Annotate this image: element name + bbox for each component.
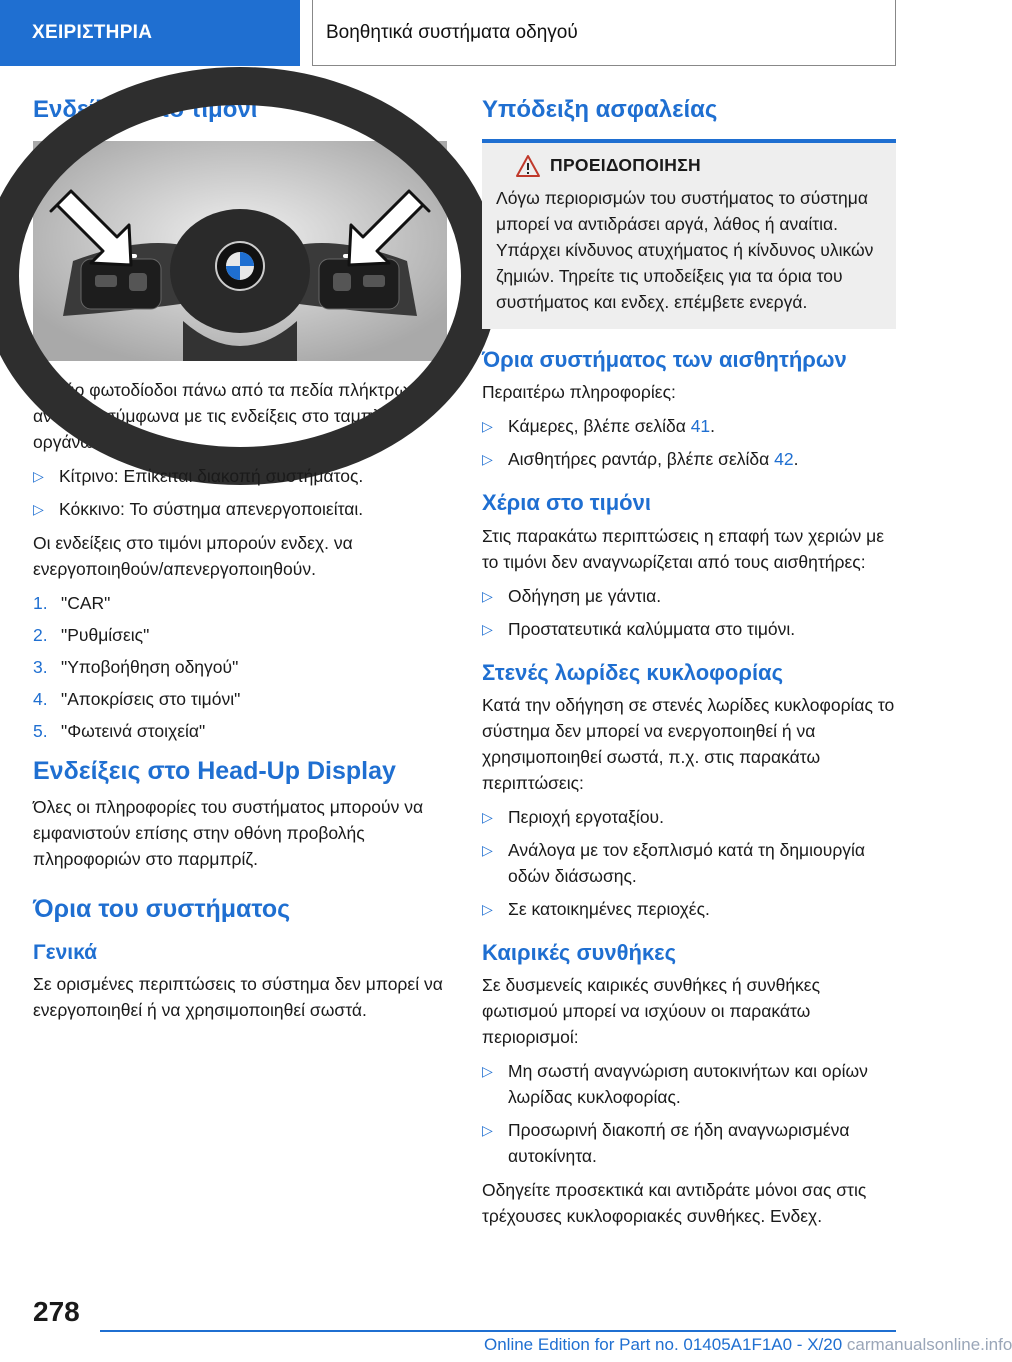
list-item (482, 446, 896, 472)
lanes-list (482, 804, 896, 922)
step-text: "Ρυθμίσεις" (61, 624, 150, 645)
step-text: "Υποβοήθηση οδηγού" (61, 656, 239, 677)
chapter-title: Βοηθητικά συστήματα οδηγού (312, 0, 896, 66)
weather-paragraph: Σε δυσμενείς καιρικές συνθήκες ή συνθήκες φωτισμού μπορεί να ισχύουν οι παρακάτω περιορισμοί: (482, 975, 821, 1048)
sensors-list (482, 413, 896, 472)
list-item (482, 413, 896, 439)
heading-narrow-lanes: Στενές λωρίδες κυκλοφορίας (482, 659, 784, 685)
heading-system-limits: Όρια του συστήματος (33, 894, 291, 923)
heading-general: Γενικά (33, 940, 98, 964)
edition-text: Online Edition for Part no. 01405A1F1A0 - X/20 (484, 1335, 843, 1354)
step-text: "Φωτεινά στοιχεία" (61, 720, 206, 741)
leds-list (33, 463, 447, 522)
heading-safety: Υπόδειξη ασφαλείας (482, 96, 718, 123)
warning-box (482, 139, 896, 329)
step-item (33, 622, 447, 648)
list-item-text: Κάμερες, βλέπε σελίδα (508, 416, 691, 437)
list-item: ▷ Προστατευτικά καλύμματα στο τιμόνι. (482, 616, 896, 642)
list-item: ▷ Σε κατοικημένες περιοχές. (482, 896, 896, 922)
page-link[interactable]: 42 (774, 449, 794, 470)
list-item: ▷ Ανάλογα με τον εξοπλισμό κατά τη δημιουργία οδών διάσωσης. (482, 837, 896, 889)
list-item-text: . (793, 449, 799, 470)
page-number: 278 (33, 1296, 80, 1327)
list-item-text: Αισθητήρες ραντάρ, βλέπε σελίδα (508, 449, 775, 470)
list-item: ▷ Κόκκινο: Το σύστημα απενεργοποιείται. (33, 496, 447, 522)
activate-paragraph: Οι ενδείξεις στο τιμόνι μπορούν ενδεχ. να ενεργοποιηθούν/απενεργοποιηθούν. (33, 532, 353, 579)
step-item (33, 654, 447, 680)
step-text: "CAR" (61, 592, 111, 613)
step-number: 5. (33, 720, 48, 741)
warning-text: Λόγω περιορισμών του συστήματος το σύστημα μπορεί να αντιδράσει αργά, λάθος ή αναίτια. Υπάρχει κίνδυνος ατυχήματος ή κίνδυνος υλικών ζημιών. Τηρείτε τις υποδείξεις για τα όρια του συστήματος και ενδεχ. επέμβετε ενεργά. (496, 187, 874, 312)
step-number: 1. (33, 592, 48, 613)
right-column (482, 96, 896, 1237)
heading-sensor-limits: Όρια συστήματος των αισθητήρων (482, 346, 847, 372)
list-item: ▷ Περιοχή εργοταξίου. (482, 804, 896, 830)
section-tab: ΧΕΙΡΙΣΤΗΡΙΑ (0, 0, 300, 66)
weather-list (482, 1058, 896, 1169)
list-item-text: . (710, 416, 716, 437)
hands-list (482, 583, 896, 642)
list-item: ▷ Κίτρινο: Επίκειται διακοπή συστήματος. (33, 463, 447, 489)
page-link[interactable]: 41 (690, 416, 711, 437)
step-number: 2. (33, 624, 48, 645)
warning-header (516, 155, 882, 177)
steering-wheel-image (33, 141, 447, 361)
step-item (33, 718, 447, 744)
left-column (33, 96, 447, 1031)
footer-divider (100, 1330, 896, 1332)
heading-hands: Χέρια στο τιμόνι (482, 490, 651, 516)
watermark: carmanualsonline.info (846, 1335, 1012, 1354)
lanes-paragraph: Κατά την οδήγηση σε στενές λωρίδες κυκλοφορίας το σύστημα δεν μπορεί να ενεργοποιηθεί ή να χρησιμοποιηθεί σωστά, π.χ. στις παρακάτω περιπτώσεις: (482, 694, 895, 793)
list-item: ▷ Οδήγηση με γάντια. (482, 583, 896, 609)
heading-steering-indicators: Ενδείξεις στο τιμόνι (33, 96, 258, 123)
step-number: 3. (33, 656, 48, 677)
steps-list (33, 590, 447, 744)
step-item (33, 590, 447, 616)
hands-paragraph: Στις παρακάτω περιπτώσεις η επαφή των χεριών με το τιμόνι δεν αναγνωρίζεται από τους αισθητήρες: (482, 525, 885, 572)
warning-triangle-icon (516, 155, 540, 177)
step-number: 4. (33, 688, 48, 709)
page-header (0, 0, 960, 66)
sensors-paragraph: Περαιτέρω πληροφορίες: (482, 382, 676, 403)
footer-edition (484, 1335, 1012, 1355)
list-item: ▷ Μη σωστή αναγνώριση αυτοκινήτων και ορίων λωρίδας κυκλοφορίας. (482, 1058, 896, 1110)
drive-paragraph: Οδηγείτε προσεκτικά και αντιδράτε μόνοι σας στις τρέχουσες κυκλοφοριακές συνθήκες. Ενδεχ. (482, 1180, 867, 1227)
step-item (33, 686, 447, 712)
list-item: ▷ Προσωρινή διακοπή σε ήδη αναγνωρισμένα αυτοκίνητα. (482, 1117, 896, 1169)
warning-title: ΠΡΟΕΙΔΟΠΟΙΗΣΗ (550, 155, 701, 176)
steering-wheel-illustration (33, 141, 447, 361)
step-text: "Αποκρίσεις στο τιμόνι" (61, 688, 241, 709)
hud-paragraph: Όλες οι πληροφορίες του συστήματος μπορούν να εμφανιστούν επίσης στην οθόνη προβολής πληροφοριών στο παρμπρίζ. (33, 796, 424, 869)
heading-weather: Καιρικές συνθήκες (482, 939, 677, 965)
general-paragraph: Σε ορισμένες περιπτώσεις το σύστημα δεν μπορεί να ενεργοποιηθεί ή να χρησιμοποιηθεί σωστά. (33, 973, 443, 1020)
heading-hud: Ενδείξεις στο Head-Up Display (33, 756, 396, 785)
leds-paragraph: Οι δύο φωτοδίοδοι πάνω από τα πεδία πλήκτρων ανάβουν σύμφωνα με τις ενδείξεις στο ταμπλό οργάνων: (33, 379, 417, 452)
